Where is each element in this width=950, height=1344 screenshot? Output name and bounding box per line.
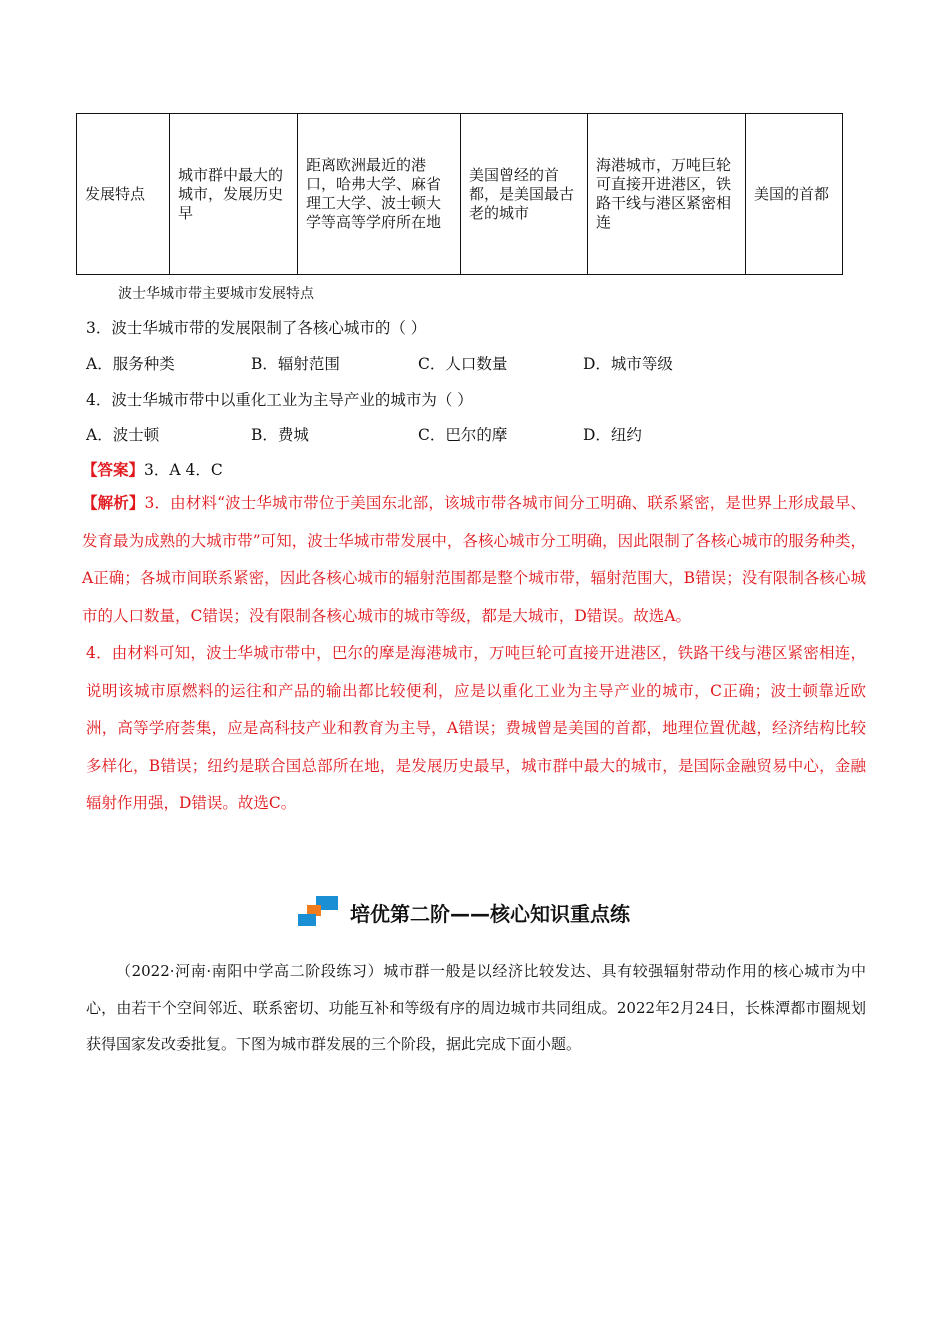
answer-text: 3．A 4．C [144,461,223,479]
table-cell: 距离欧洲最近的港口，哈弗大学、麻省理工大学、波士顿大学等高等学府所在地 [298,114,461,275]
section-heading [298,892,630,932]
table-cell: 城市群中最大的城市，发展历史早 [170,114,298,275]
analysis-tag: 【解析】 [82,493,145,512]
table-row [77,114,843,275]
question-4-stem: 4．波士华城市带中以重化工业为主导产业的城市为（ ） [86,391,473,409]
analysis-paragraph-3: 3．由材料“波士华城市带位于美国东北部，该城市带各城市间分工明确、联系紧密，是世界上形成最早、发育最为成熟的大城市带”可知，波士华城市带发展中，各核心城市分工明确，因此限制了各核心城市的服务种类，A正确；各城市间联系紧密，因此各核心城市的辐射范围都是整个城市带，辐射范围大，B错误；没有限制各核心城市的人口数量，C错误；没有限制各核心城市的城市等级，都是大城市，D错误。故选A。 [82,494,866,625]
table-caption: 波士华城市带主要城市发展特点 [118,286,314,302]
q3-option-c: C．人口数量 [418,355,508,373]
q3-option-b: B．辐射范围 [251,355,340,373]
q3-option-d: D．城市等级 [583,355,673,373]
q4-option-c: C．巴尔的摩 [418,426,508,444]
analysis-block [82,484,866,823]
question-3-stem: 3．波士华城市带的发展限制了各核心城市的（ ） [86,319,427,337]
answer-line [82,458,223,480]
material-intro [86,953,866,1063]
answer-tag: 【答案】 [82,460,145,479]
table-row-label: 发展特点 [77,114,170,275]
q4-option-a: A．波士顿 [86,426,160,444]
q3-option-a: A．服务种类 [86,355,175,373]
section-title: 培优第二阶——核心知识重点练 [350,901,630,926]
section-logo-icon [298,896,340,928]
city-feature-table [76,113,843,275]
analysis-paragraph-4: 4．由材料可知，波士华城市带中，巴尔的摩是海港城市，万吨巨轮可直接开进港区，铁路干线与港区紧密相连，说明该城市原燃料的运往和产品的输出都比较便利，应是以重化工业为主导产业的城市，C正确；波士顿靠近欧洲，高等学府荟集，应是高科技产业和教育为主导，A错误；费城曾是美国的首都，地理位置优越，经济结构比较多样化，B错误；纽约是联合国总部所在地，是发展历史最早，城市群中最大的城市，是国际金融贸易中心，金融辐射作用强，D错误。故选C。 [86,644,866,812]
intro-paragraph: （2022·河南·南阳中学高二阶段练习）城市群一般是以经济比较发达、具有较强辐射带动作用的核心城市为中心，由若干个空间邻近、联系密切、功能互补和等级有序的周边城市共同组成。2022年2月24日，长株潭都市圈规划获得国家发改委批复。下图为城市群发展的三个阶段，据此完成下面小题。 [86,962,866,1053]
table-cell: 海港城市，万吨巨轮可直接开进港区，铁路干线与港区紧密相连 [588,114,746,275]
q4-option-d: D．纽约 [583,426,642,444]
table-cell: 美国曾经的首都，是美国最古老的城市 [461,114,588,275]
q4-option-b: B．费城 [251,426,309,444]
table-cell: 美国的首都 [746,114,843,275]
